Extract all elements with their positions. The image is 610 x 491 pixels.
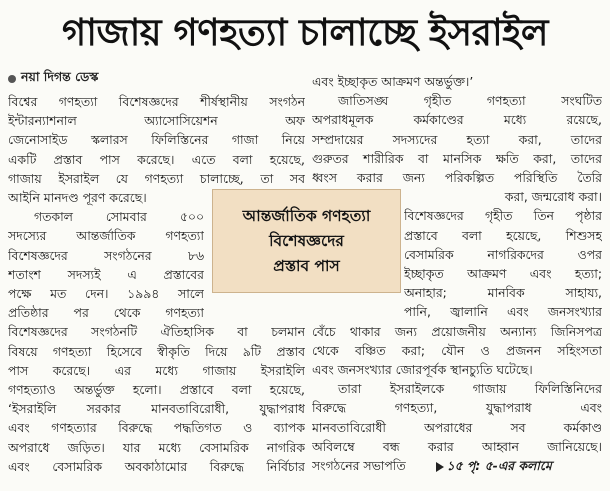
left-para-2-full	[8, 322, 305, 476]
right-para-1-narrow	[404, 187, 602, 321]
text-line: সংগঠনের সভাপতি	[312, 458, 406, 474]
byline-text: নয়া দিগন্ত ডেস্ক	[21, 69, 99, 84]
text-line: বিরুদ্ধে গণহত্যা, যুদ্ধাপরাধ এবং	[312, 400, 602, 416]
text-line: করা, জন্মরোধ করা।	[504, 189, 602, 205]
text-line: গতকাল সোমবার ৫০০	[34, 209, 204, 225]
text-line: পানি, জ্বালানি এবং জনসংখ্যার	[404, 304, 602, 320]
text-line: আইনি মানদণ্ড পূরণ করেছে।	[8, 190, 147, 206]
text-line: বিশেষজ্ঞদের সংগঠনের ৮৬	[8, 247, 204, 263]
last-line	[312, 456, 602, 475]
left-para-2-narrow	[8, 207, 204, 322]
pull-quote-line: প্রস্তাব পাস	[273, 256, 340, 275]
text-line: জেনোসাইড স্কলারস ফিলিস্তিনের গাজা নিয়ে	[8, 132, 305, 148]
text-line: সম্প্রদায়ের সদস্যদের হত্যা করা, তাদের	[312, 131, 602, 147]
text-line: মানবতাবিরোধী অপরাধের সব কর্মকাণ্ড	[312, 419, 602, 435]
text-line: এবং জনসংখ্যার জোরপূর্বক স্থানচ্যুতি ঘটেছে।	[312, 362, 533, 378]
text-line: বিশেষজ্ঞদের সংগঠনটি ঐতিহাসিক বা চলমান	[8, 324, 305, 340]
text-line: ‘ইসরাইলি সরকার মানবতাবিরোধী, যুদ্ধাপরাধ	[8, 401, 305, 417]
text-line: ইচ্ছাকৃত আক্রমণ এবং হত্যা;	[404, 266, 602, 282]
text-line: পক্ষে মত দেন। ১৯৯৪ সালে	[8, 286, 204, 302]
text-line: সদস্যের আন্তর্জাতিক গণহত্যা	[8, 228, 204, 244]
right-para-2	[312, 379, 602, 456]
text-line: গণহত্যাও অন্তর্ভুক্ত হলো। প্রস্তাবে বলা হয়েছে,	[8, 382, 305, 398]
text-line: ইন্টারন্যাশনাল অ্যাসোসিয়েশন অফ	[8, 113, 305, 129]
continued-on-link[interactable]	[436, 458, 552, 473]
text-line: ধ্বংস করার জন্য পরিকল্পিত পরিস্থিতি তৈরি	[312, 170, 602, 186]
text-line: অপরাধমূলক কর্মকাণ্ডের মধ্যে রয়েছে,	[312, 112, 602, 128]
pull-quote-line: বিশেষজ্ঞদের	[269, 231, 344, 250]
byline	[8, 70, 98, 88]
text-line: এবং বেসামরিক অবকাঠামোর বিরুদ্ধে নির্বিচার	[8, 458, 305, 474]
text-line: বিশ্বের গণহত্যা বিশেষজ্ঞদের শীর্ষস্থানীয় সংগঠন	[8, 94, 305, 109]
text-line: এবং ইচ্ছাকৃত আক্রমণ অন্তর্ভুক্ত।’	[312, 74, 474, 89]
text-line: অবিলম্বে বন্ধ করার আহ্বান জানিয়েছে।	[312, 438, 602, 454]
pull-quote-box	[212, 189, 401, 293]
text-line: জাতিসঙ্ঘ গৃহীত গণহত্যা সংঘটিত	[338, 93, 602, 109]
pull-quote-line: আন্তর্জাতিক গণহত্যা	[242, 206, 371, 225]
text-line: এবং গণহত্যার বিরুদ্ধে পদ্ধতিগত ও ব্যাপক	[8, 420, 305, 436]
text-line: গুরুতর শারীরিক বা মানসিক ক্ষতি করা, তাদের	[312, 150, 602, 166]
text-line: প্রতিষ্ঠার পর থেকে গণহত্যা	[8, 305, 204, 321]
text-line: শতাংশ সদস্যই এ প্রস্তাবের	[8, 266, 204, 282]
right-para-1-full	[312, 91, 602, 187]
arrow-right-icon	[436, 462, 444, 472]
text-line: তারা ইসরাইলকে গাজায় ফিলিস্তিনিদের	[338, 381, 602, 397]
text-line: প্রস্তাবে বলা হয়েছে, শিশুসহ	[404, 227, 602, 243]
text-line: বেসামরিক নাগরিকদের ওপর	[404, 246, 602, 262]
text-line: বিশেষজ্ঞদের গৃহীত তিন পৃষ্ঠার	[404, 208, 602, 224]
jump-text: ১৫ পৃ: ৫-এর কলামে	[446, 458, 552, 474]
text-line: একটি প্রস্তাব পাস করেছে। এতে বলা হয়েছে,	[8, 151, 305, 167]
text-line: পাস করেছে। এর মধ্যে গাজায় ইসরাইলি	[8, 362, 305, 378]
bullet-icon	[8, 75, 16, 83]
text-line: থেকে বঞ্চিত করা; যৌন ও প্রজনন সহিংসতা	[312, 342, 602, 358]
text-line: অপরাধে জড়িত। যার মধ্যে বেসামরিক নাগরিক	[8, 439, 305, 455]
text-line: গাজায় ইসরাইল যে গণহত্যা চালাচ্ছে, তা সব	[8, 170, 305, 186]
text-line: বেঁচে থাকার জন্য প্রয়োজনীয় অন্যান্য জিনিসপত্র	[312, 323, 602, 339]
text-line: বিষয়ে গণহত্যা হিসেবে স্বীকৃতি দিয়ে ৯টি প্রস্তাব	[8, 343, 305, 359]
headline: গাজায় গণহত্যা চালাচ্ছে ইসরাইল	[61, 11, 548, 54]
right-para-1-tail	[312, 322, 602, 380]
text-line: অনাহার; মানবিক সাহায্য,	[404, 285, 602, 301]
